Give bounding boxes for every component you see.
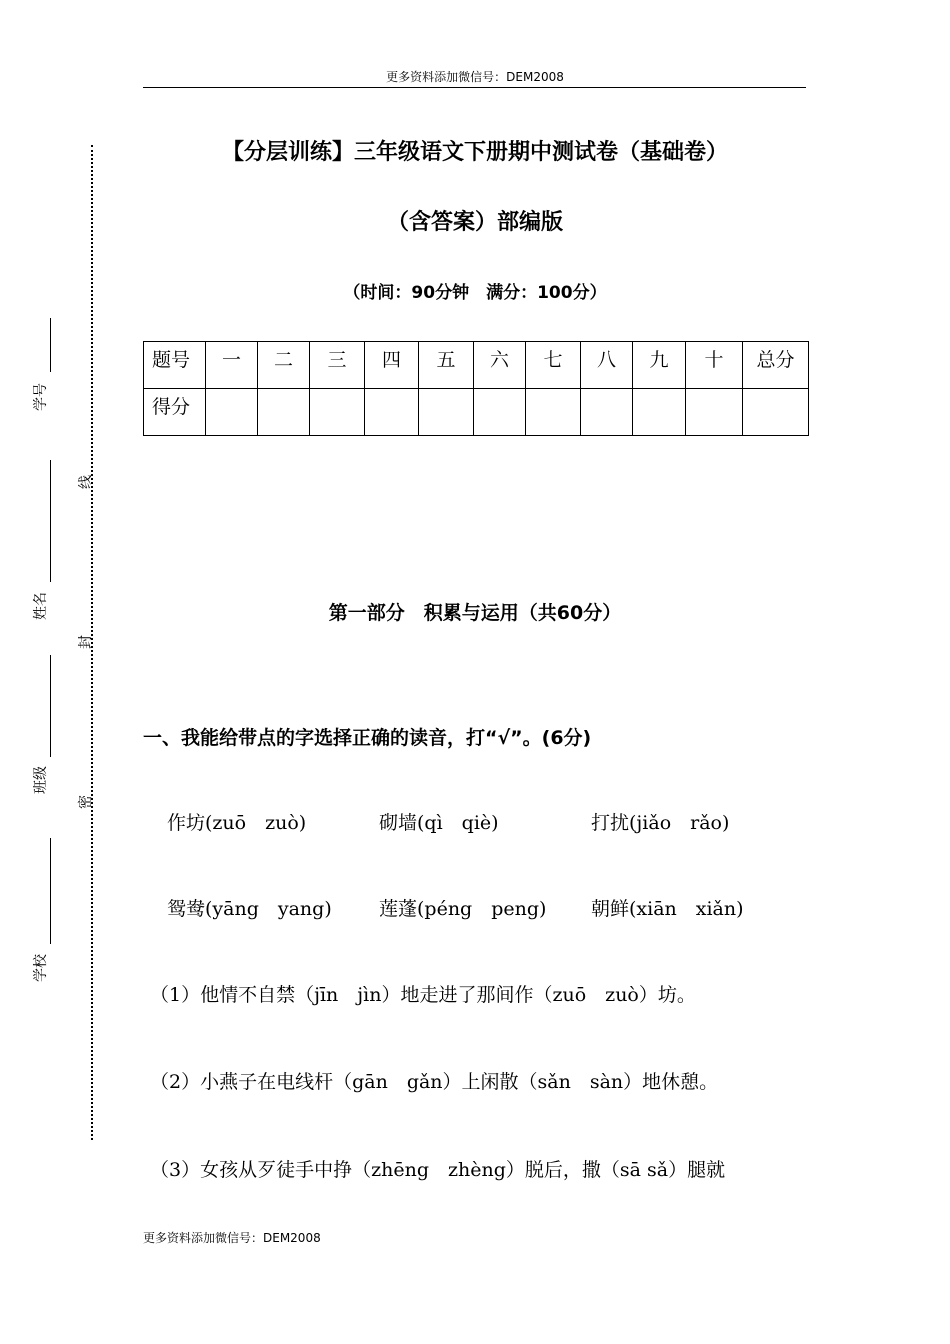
table-col-4: 四 (365, 342, 419, 389)
sentence-3: （3）女孩从歹徒手中挣（zhēng zhèng）脱后，撒（sā sǎ）腿就 (150, 1159, 726, 1181)
score-cell[interactable] (419, 389, 474, 436)
header-rule (143, 87, 806, 88)
name-blank[interactable] (50, 460, 51, 582)
student-no-blank[interactable] (50, 318, 51, 372)
score-cell[interactable] (365, 389, 419, 436)
score-table-header-row (144, 342, 809, 389)
header-note: 更多资料添加微信号：DEM2008 (386, 70, 564, 84)
side-mark-mi: 密 (78, 795, 94, 809)
table-col-5: 五 (419, 342, 474, 389)
question1-title: 一、我能给带点的字选择正确的读音，打“√”。(6分) (143, 727, 592, 749)
score-cell[interactable] (310, 389, 365, 436)
table-col-1: 一 (206, 342, 258, 389)
table-col-3: 三 (310, 342, 365, 389)
class-blank[interactable] (50, 655, 51, 757)
score-cell[interactable] (474, 389, 526, 436)
side-mark-xian: 线 (78, 475, 94, 489)
exam-title-line2: （含答案）部编版 (386, 210, 563, 235)
score-cell-total[interactable] (743, 389, 809, 436)
sentence-1: （1）他情不自禁（jīn jìn）地走进了那间作（zuō zuò）坊。 (150, 984, 696, 1006)
pinyin-item: 砌墙(qì qiè) (379, 812, 499, 834)
sentence-2: （2）小燕子在电线杆（gān gǎn）上闲散（sǎn sàn）地休憩。 (150, 1071, 719, 1093)
pinyin-item: 朝鲜(xiān xiǎn) (591, 898, 744, 920)
table-col-7: 七 (526, 342, 581, 389)
time-info: （时间：90分钟 满分：100分） (343, 283, 607, 303)
pinyin-item: 鸳鸯(yāng yang) (167, 898, 332, 920)
class-label: 班级 (33, 766, 49, 794)
table-col-9: 九 (633, 342, 686, 389)
student-no-label: 学号 (33, 383, 49, 411)
score-table-score-row (144, 389, 809, 436)
table-col-2: 二 (258, 342, 310, 389)
exam-title-line1: 【分层训练】三年级语文下册期中测试卷（基础卷） (221, 140, 728, 165)
part-one-title: 第一部分 积累与运用（共60分） (328, 602, 622, 624)
table-col-total: 总分 (743, 342, 809, 389)
score-cell[interactable] (258, 389, 310, 436)
score-table (143, 341, 809, 436)
score-cell[interactable] (526, 389, 581, 436)
pinyin-item: 作坊(zuō zuò) (167, 812, 307, 834)
score-cell[interactable] (206, 389, 258, 436)
school-blank[interactable] (50, 838, 51, 944)
table-header-label: 题号 (144, 342, 206, 389)
score-cell[interactable] (581, 389, 633, 436)
score-cell[interactable] (686, 389, 743, 436)
pinyin-item: 打扰(jiǎo rǎo) (591, 812, 730, 834)
footer-note: 更多资料添加微信号：DEM2008 (143, 1231, 321, 1245)
table-score-label: 得分 (144, 389, 206, 436)
table-col-10: 十 (686, 342, 743, 389)
school-label: 学校 (33, 954, 49, 982)
side-mark-feng: 封 (78, 635, 94, 649)
score-cell[interactable] (633, 389, 686, 436)
name-label: 姓名 (33, 592, 49, 620)
table-col-6: 六 (474, 342, 526, 389)
table-col-8: 八 (581, 342, 633, 389)
pinyin-item: 莲蓬(péng peng) (379, 898, 547, 920)
